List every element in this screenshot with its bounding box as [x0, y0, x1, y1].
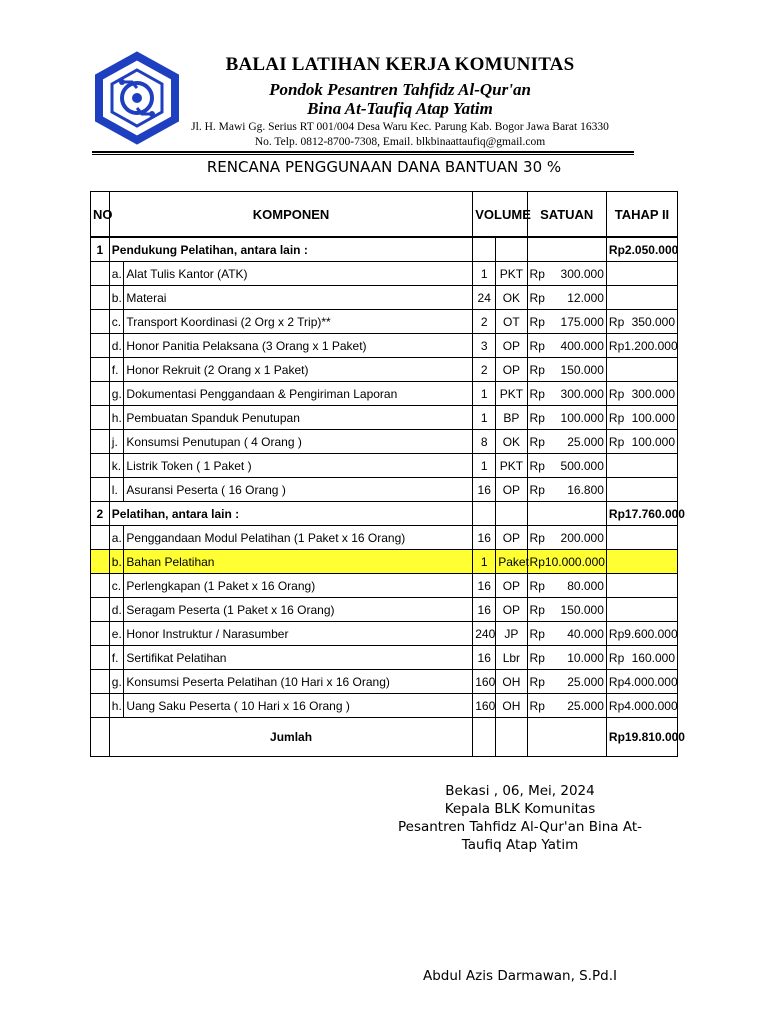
item-letter: l. [109, 478, 124, 502]
budget-table [90, 191, 685, 757]
item-tahap-value: 1.200.000 [624, 338, 678, 353]
item-letter: g. [109, 670, 124, 694]
item-unit: PKT [496, 382, 527, 406]
item-satuan [527, 262, 606, 286]
item-satuan-rp: Rp [529, 338, 545, 353]
item-qty: 240 [473, 622, 496, 646]
item-no-cell [91, 382, 110, 406]
item-no-cell [91, 358, 110, 382]
item-satuan-value: 175.000 [560, 314, 604, 329]
table-row [91, 526, 678, 550]
item-qty: 160 [473, 670, 496, 694]
item-satuan [527, 646, 606, 670]
item-no-cell [91, 622, 110, 646]
total-empty-cell [496, 718, 527, 757]
table-row [91, 430, 678, 454]
item-unit: PKT [496, 262, 527, 286]
total-value: 19.810.000 [624, 730, 685, 744]
table-row [91, 286, 678, 310]
item-unit: OP [496, 526, 527, 550]
item-satuan [527, 358, 606, 382]
item-tahap-rp: Rp [608, 434, 625, 449]
item-tahap [606, 478, 677, 502]
item-satuan [527, 286, 606, 310]
item-qty: 16 [473, 598, 496, 622]
section-tahap-rp: Rp [608, 506, 625, 521]
item-tahap-rp: Rp [608, 674, 625, 689]
item-satuan-rp: Rp [529, 650, 545, 665]
section-tahap-value: 17.760.000 [624, 506, 685, 521]
item-name: Sertifikat Pelatihan [124, 646, 473, 670]
item-no-cell [91, 286, 110, 310]
item-tahap [606, 334, 677, 358]
item-unit: BP [496, 406, 527, 430]
item-no-cell [91, 478, 110, 502]
item-tahap-rp: Rp [608, 650, 625, 665]
item-name: Bahan Pelatihan [124, 550, 473, 574]
table-row [91, 646, 678, 670]
item-unit: OK [496, 286, 527, 310]
item-no-cell [91, 526, 110, 550]
header-divider [92, 151, 634, 153]
item-satuan-value: 10.000.000 [544, 554, 605, 569]
item-satuan [527, 622, 606, 646]
item-satuan [527, 382, 606, 406]
section-tahap-rp: Rp [608, 242, 625, 257]
item-name: Konsumsi Penutupan ( 4 Orang ) [124, 430, 473, 454]
item-no-cell [91, 334, 110, 358]
item-satuan-rp: Rp [529, 362, 545, 377]
item-satuan-rp: Rp [529, 266, 545, 281]
item-satuan-rp: Rp [529, 626, 545, 641]
item-name: Dokumentasi Penggandaan & Pengiriman Laporan [124, 382, 473, 406]
item-tahap [606, 622, 677, 646]
item-no-cell [91, 430, 110, 454]
section-empty-cell [496, 237, 527, 262]
item-letter: f. [109, 358, 124, 382]
item-letter: g. [109, 382, 124, 406]
item-qty: 8 [473, 430, 496, 454]
item-qty: 16 [473, 478, 496, 502]
item-satuan-rp: Rp [529, 674, 545, 689]
section-row [91, 237, 678, 262]
total-empty-cell [527, 718, 606, 757]
item-tahap [606, 454, 677, 478]
item-unit: OP [496, 574, 527, 598]
item-name: Materai [124, 286, 473, 310]
section-empty-cell [473, 502, 496, 526]
item-satuan-rp: Rp [529, 482, 545, 497]
item-satuan [527, 430, 606, 454]
item-tahap [606, 406, 677, 430]
document-title: RENCANA PENGGUNAAN DANA BANTUAN 30 % [206, 158, 562, 176]
item-satuan [527, 694, 606, 718]
item-tahap-value: 350.000 [631, 314, 675, 329]
item-name: Listrik Token ( 1 Paket ) [124, 454, 473, 478]
item-qty: 16 [473, 646, 496, 670]
item-satuan-value: 12.000 [567, 290, 604, 305]
item-letter: h. [109, 406, 124, 430]
table-row [91, 262, 678, 286]
section-tahap [606, 237, 677, 262]
item-letter: k. [109, 454, 124, 478]
table-row [91, 334, 678, 358]
item-satuan-rp: Rp [529, 290, 545, 305]
item-letter: a. [109, 526, 124, 550]
table-header-row [91, 192, 678, 238]
item-tahap-rp: Rp [608, 338, 625, 353]
item-satuan [527, 670, 606, 694]
item-qty: 1 [473, 262, 496, 286]
table-row [91, 694, 678, 718]
item-name: Alat Tulis Kantor (ATK) [124, 262, 473, 286]
item-satuan-value: 40.000 [567, 626, 604, 641]
item-unit: OP [496, 598, 527, 622]
item-letter: c. [109, 574, 124, 598]
item-satuan-rp: Rp [529, 602, 545, 617]
item-name: Transport Koordinasi (2 Org x 2 Trip)** [124, 310, 473, 334]
item-satuan-value: 25.000 [567, 434, 604, 449]
item-unit: OP [496, 478, 527, 502]
section-title: Pelatihan, antara lain : [109, 502, 472, 526]
item-qty: 16 [473, 526, 496, 550]
item-satuan-value: 100.000 [560, 410, 604, 425]
total-no-cell [91, 718, 110, 757]
item-no-cell [91, 670, 110, 694]
item-name: Honor Panitia Pelaksana (3 Orang x 1 Paket) [124, 334, 473, 358]
table-row [91, 478, 678, 502]
item-satuan-rp: Rp [529, 530, 545, 545]
column-header-satuan: SATUAN [527, 192, 606, 238]
section-empty-cell [473, 237, 496, 262]
section-empty-cell [527, 502, 606, 526]
signature-institution-line2: Taufiq Atap Yatim [461, 837, 579, 853]
item-satuan [527, 454, 606, 478]
section-empty-cell [496, 502, 527, 526]
item-qty: 1 [473, 406, 496, 430]
item-qty: 1 [473, 382, 496, 406]
item-name: Uang Saku Peserta ( 10 Hari x 16 Orang ) [124, 694, 473, 718]
item-tahap [606, 358, 677, 382]
table-row [91, 358, 678, 382]
total-empty-cell [473, 718, 496, 757]
item-no-cell [91, 262, 110, 286]
item-unit: OP [496, 358, 527, 382]
item-unit: OH [496, 694, 527, 718]
item-no-cell [91, 694, 110, 718]
section-no: 2 [91, 502, 110, 526]
item-letter: e. [109, 622, 124, 646]
item-satuan [527, 574, 606, 598]
item-tahap-value: 9.600.000 [624, 626, 678, 641]
item-unit: OT [496, 310, 527, 334]
column-header-tahap: TAHAP II [606, 192, 677, 238]
item-name: Seragam Peserta (1 Paket x 16 Orang) [124, 598, 473, 622]
item-satuan [527, 478, 606, 502]
table-row [91, 550, 678, 574]
item-tahap-value: 4.000.000 [624, 698, 678, 713]
item-tahap-value: 100.000 [631, 434, 675, 449]
org-subtitle-line1: Pondok Pesantren Tahfidz Al-Qur'an [269, 80, 531, 99]
signature-role: Kepala BLK Komunitas [444, 801, 596, 817]
item-unit: OK [496, 430, 527, 454]
section-title: Pendukung Pelatihan, antara lain : [109, 237, 472, 262]
table-row [91, 622, 678, 646]
item-satuan-value: 400.000 [560, 338, 604, 353]
item-letter: j. [109, 430, 124, 454]
item-letter: a. [109, 262, 124, 286]
column-header-komponen: KOMPONEN [109, 192, 472, 238]
item-satuan-value: 150.000 [560, 602, 604, 617]
signature-institution-line1: Pesantren Tahfidz Al-Qur'an Bina At- [397, 819, 643, 835]
item-satuan-value: 500.000 [560, 458, 604, 473]
item-satuan [527, 406, 606, 430]
item-tahap-value: 100.000 [631, 410, 675, 425]
item-satuan [527, 550, 606, 574]
budget-table-body [91, 237, 685, 718]
item-tahap [606, 670, 677, 694]
item-qty: 160 [473, 694, 496, 718]
item-unit: OP [496, 334, 527, 358]
item-satuan [527, 526, 606, 550]
item-satuan-value: 150.000 [560, 362, 604, 377]
item-unit: Lbr [496, 646, 527, 670]
item-tahap-rp: Rp [608, 410, 625, 425]
total-row [91, 718, 678, 757]
item-no-cell [91, 598, 110, 622]
item-satuan-value: 16.800 [567, 482, 604, 497]
signer-name: Abdul Azis Darmawan, S.Pd.I [422, 968, 618, 984]
item-satuan-value: 25.000 [567, 698, 604, 713]
column-header-no: NO [91, 192, 110, 238]
item-satuan-value: 25.000 [567, 674, 604, 689]
item-qty: 16 [473, 574, 496, 598]
item-tahap-rp: Rp [608, 314, 625, 329]
item-tahap [606, 526, 677, 550]
item-letter: d. [109, 598, 124, 622]
item-tahap [606, 574, 677, 598]
org-name: BALAI LATIHAN KERJA KOMUNITAS [225, 54, 575, 75]
item-tahap-rp: Rp [608, 626, 625, 641]
item-letter: h. [109, 694, 124, 718]
item-name: Honor Instruktur / Narasumber [124, 622, 473, 646]
section-row [91, 502, 678, 526]
item-satuan-value: 10.000 [567, 650, 604, 665]
item-name: Perlengkapan (1 Paket x 16 Orang) [124, 574, 473, 598]
item-name: Konsumsi Peserta Pelatihan (10 Hari x 16 Orang) [124, 670, 473, 694]
item-satuan-rp: Rp [529, 314, 545, 329]
item-satuan-value: 200.000 [560, 530, 604, 545]
item-letter: f. [109, 646, 124, 670]
total-rp: Rp [608, 730, 625, 744]
table-row [91, 574, 678, 598]
item-name: Honor Rekruit (2 Orang x 1 Paket) [124, 358, 473, 382]
table-row [91, 310, 678, 334]
item-satuan-rp: Rp [529, 410, 545, 425]
item-letter: c. [109, 310, 124, 334]
table-row [91, 670, 678, 694]
item-tahap [606, 550, 677, 574]
section-tahap-value: 2.050.000 [624, 242, 679, 257]
item-tahap [606, 646, 677, 670]
item-qty: 24 [473, 286, 496, 310]
section-tahap [606, 502, 685, 526]
item-no-cell [91, 310, 110, 334]
item-satuan [527, 310, 606, 334]
item-satuan-value: 80.000 [567, 578, 604, 593]
item-name: Asuransi Peserta ( 16 Orang ) [124, 478, 473, 502]
item-qty: 1 [473, 454, 496, 478]
item-satuan-value: 300.000 [560, 266, 604, 281]
item-name: Penggandaan Modul Pelatihan (1 Paket x 16 Orang) [124, 526, 473, 550]
signature-institution [390, 818, 650, 854]
address-line2: No. Telp. 0812-8700-7308, Email. blkbinaattaufiq@gmail.com [254, 136, 546, 148]
item-qty: 3 [473, 334, 496, 358]
item-tahap [606, 598, 677, 622]
item-tahap-value: 4.000.000 [624, 674, 678, 689]
section-no: 1 [91, 237, 110, 262]
item-tahap-value: 160.000 [631, 650, 675, 665]
total-value-cell [606, 718, 685, 757]
total-label: Jumlah [109, 718, 472, 757]
item-no-cell [91, 646, 110, 670]
item-satuan-rp: Rp [529, 458, 545, 473]
item-satuan-rp: Rp [529, 578, 545, 593]
item-qty: 2 [473, 358, 496, 382]
item-letter: d. [109, 334, 124, 358]
item-satuan [527, 598, 606, 622]
item-tahap [606, 262, 677, 286]
item-satuan-rp: Rp [529, 698, 545, 713]
item-tahap [606, 310, 677, 334]
item-tahap [606, 286, 677, 310]
signature-place-date: Bekasi , 06, Mei, 2024 [445, 783, 595, 799]
item-qty: 2 [473, 310, 496, 334]
item-unit: PKT [496, 454, 527, 478]
item-tahap [606, 430, 677, 454]
item-satuan-rp: Rp [529, 386, 545, 401]
item-no-cell [91, 406, 110, 430]
item-no-cell [91, 550, 110, 574]
item-tahap [606, 382, 677, 406]
org-subtitle-line2: Bina At-Taufiq Atap Yatim [307, 99, 493, 118]
item-no-cell [91, 454, 110, 478]
item-satuan-rp: Rp [529, 554, 545, 569]
table-row [91, 382, 678, 406]
item-unit: OH [496, 670, 527, 694]
table-row [91, 598, 678, 622]
item-tahap [606, 694, 677, 718]
item-tahap-rp: Rp [608, 698, 625, 713]
item-no-cell [91, 574, 110, 598]
item-satuan-value: 300.000 [560, 386, 604, 401]
header-divider-thin [92, 154, 634, 155]
item-unit: Paket [496, 550, 527, 574]
item-satuan [527, 334, 606, 358]
item-letter: b. [109, 286, 124, 310]
item-qty: 1 [473, 550, 496, 574]
item-tahap-value: 300.000 [631, 386, 675, 401]
item-letter: b. [109, 550, 124, 574]
table-row [91, 454, 678, 478]
item-unit: JP [496, 622, 527, 646]
address-line1: Jl. H. Mawi Gg. Serius RT 001/004 Desa Waru Kec. Parung Kab. Bogor Jawa Barat 16330 [191, 121, 609, 133]
column-header-volume: VOLUME [473, 192, 527, 238]
item-name: Pembuatan Spanduk Penutupan [124, 406, 473, 430]
section-empty-cell [527, 237, 606, 262]
item-tahap-rp: Rp [608, 386, 625, 401]
item-satuan-rp: Rp [529, 434, 545, 449]
table-row [91, 406, 678, 430]
